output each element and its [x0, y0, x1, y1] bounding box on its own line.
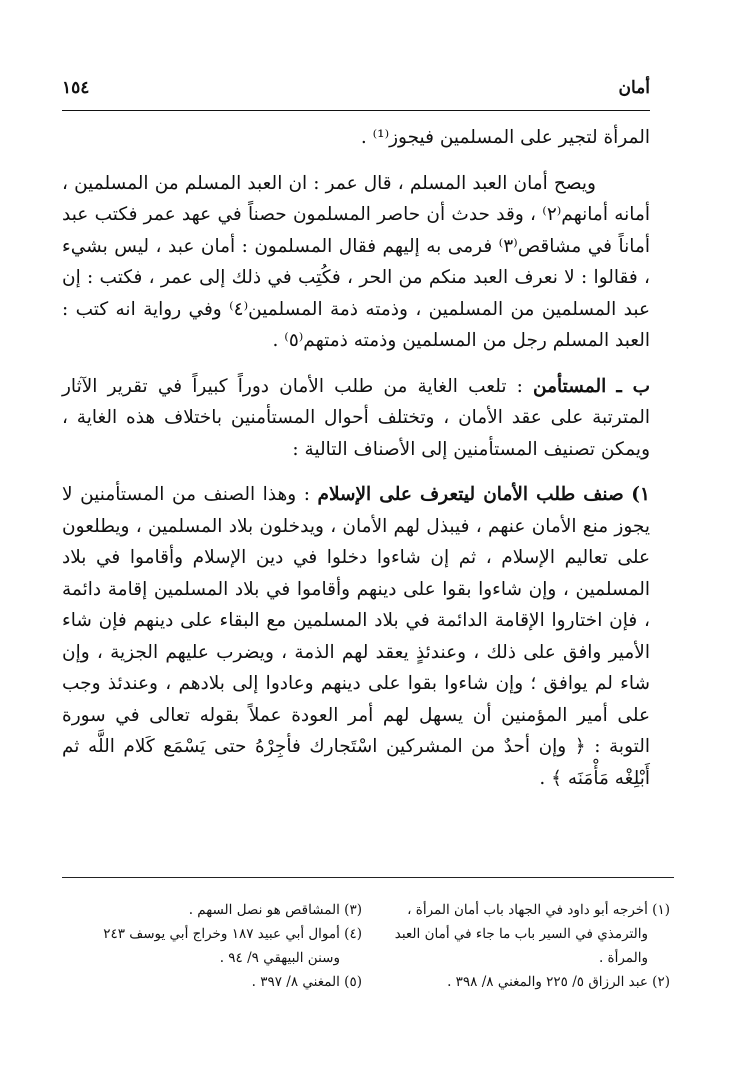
footnote-4-line-2: وسنن البيهقي ٩/ ٩٤ .	[219, 950, 340, 966]
section-marker-b: ب ـ	[616, 375, 650, 397]
paragraph-2	[62, 168, 650, 357]
p4-line-6: دينهم فإن شاء الأمير وافق على ذلك ، وعندئذٍ يعقد لهم الذمة ، ويضرب	[62, 610, 650, 663]
footnote-1-line-3: والمرأة .	[598, 950, 648, 966]
paragraph-3	[62, 371, 650, 466]
header-rule	[62, 110, 650, 111]
quran-verse: يَسْمَع كَلام اللَّه ثم أَبْلِغْه مَأْمَنَه ﴾ .	[62, 736, 650, 789]
term-mustamin: المستأمن	[533, 375, 607, 397]
page-number: ١٥٤	[62, 78, 90, 98]
p2-line-5: إلى عمر ، فكتب : إن عبد المسلمين من المسلمين ، وذمته ذمة المسلمين⁽٤⁾	[62, 267, 650, 320]
p4-line-8: بلادهم ، وعندئذ وجب على أمير المؤمنين أن يسهل لهم أمر العودة عملاً	[62, 673, 650, 726]
p2-line-2: المسلمين ، أمانه أمانهم⁽٢⁾ ، وقد حدث أن حاصر المسلمون حصناً في عهد	[62, 172, 650, 225]
footnote-3: (٣) المشاقص هو نصل السهم .	[188, 902, 362, 918]
p2-line-3: عمر فكتب عبد أماناً في مشاقص⁽٣⁾ فرمى به إليهم فقال المسلمون : أمان	[62, 204, 650, 257]
p2-line-1: ويصح أمان العبد المسلم ، قال عمر : ان العبد المسلم من	[154, 172, 596, 194]
footnote-1-line-1: (١) أخرجه أبو داود في الجهاد باب أمان المرأة ،	[407, 902, 670, 918]
footnote-5: (٥) المغني ٨/ ٣٩٧ .	[251, 974, 362, 990]
p1-line-1: المرأة لتجير على المسلمين فيجوز⁽¹⁾ .	[360, 127, 650, 148]
p4-line-4: في بلاد المسلمين ، وإن شاءوا بقوا على دينهم وأقاموا في بلاد المسلمين	[62, 547, 650, 600]
p2-line-4: عبد ، ليس بشيء ، فقالوا : لا نعرف العبد منكم من الحر ، فكُتِب في ذلك	[62, 235, 650, 288]
item-marker-1: ١)	[631, 484, 650, 505]
footnote-1	[370, 898, 670, 970]
p4-line-2: يجوز منع الأمان عنهم ، فيبذل لهم الأمان ، ويدخلون بلاد المسلمين ،	[135, 515, 650, 537]
main-text	[62, 122, 650, 794]
paragraph-1	[62, 122, 650, 154]
term-category-1: صنف طلب الأمان ليتعرف على الإسلام	[317, 484, 624, 505]
footnote-rule	[62, 877, 674, 878]
section-title: أمان	[618, 78, 650, 98]
footnote-4-line-1: (٤) أموال أبي عبيد ١٨٧ وخراج أبي يوسف ٢٤٣	[103, 926, 362, 942]
footnotes-left-column	[62, 898, 362, 994]
p3-line-1: : تلعب الغاية من طلب الأمان دوراً كبيراً في تقرير الآثار المترتبة	[62, 375, 650, 428]
footnote-2: (٢) عبد الرزاق ٥/ ٢٢٥ والمغني ٨/ ٣٩٨ .	[447, 974, 670, 990]
p2-line-6: وفي رواية انه كتب : العبد المسلم رجل من المسلمين وذمته ذمتهم⁽٥⁾ .	[62, 298, 650, 351]
p4-line-5: إقامة دائمة ، فإن اختاروا الإقامة الدائمة في بلاد المسلمين مع البقاء على	[62, 578, 650, 631]
p4-line-9: بقوله تعالى في سورة التوبة : ﴿ وإن أحدٌ من المشركين اسْتَجارك فأجِرْهُ حتى	[62, 704, 650, 757]
p4-line-3: ويطلعون على تعاليم الإسلام ، ثم إن شاءوا دخلوا في دين الإسلام وأقاموا	[62, 515, 650, 568]
p3-line-3: تصنيف المستأمنين إلى الأصناف التالية :	[292, 438, 596, 460]
p3-line-2: على عقد الأمان ، وتختلف أحوال المستأمنين باختلاف هذه الغاية ، ويمكن	[62, 407, 650, 460]
footnotes-right-column	[370, 898, 670, 994]
footnote-4	[62, 922, 362, 970]
running-header	[62, 78, 650, 108]
p4-line-7: عليهم الجزية ، وإن شاء لم يوافق ؛ وإن شاءوا بقوا على دينهم وعادوا إلى	[62, 641, 650, 694]
footnote-1-line-2: والترمذي في السير باب ما جاء في أمان العبد	[394, 926, 648, 942]
paragraph-4	[62, 479, 650, 794]
p4-line-1: : وهذا الصنف من المستأمنين لا	[62, 484, 318, 505]
